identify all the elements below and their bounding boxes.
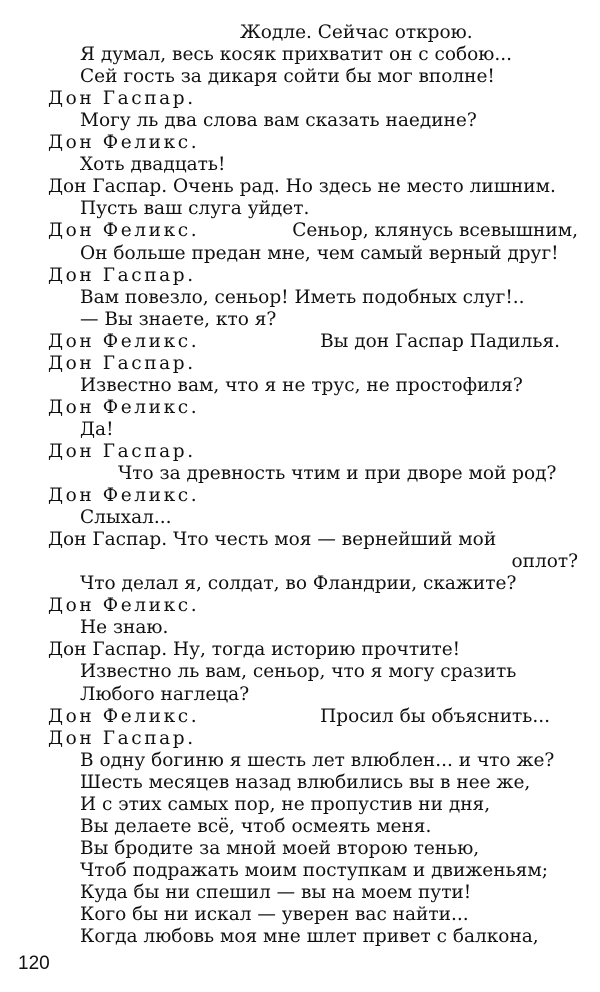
text-line-31: Дон Гаспар. Ну, тогда историю прочтите! [48, 639, 461, 661]
text-line-23: Что за древность чтим и при дворе мой род? [118, 463, 557, 484]
text-line-41: Вы бродите за мной моей второю тенью, [80, 837, 480, 859]
text-line-38: Шесть месяцев назад влюбились вы в нее же, [80, 771, 531, 793]
text-line-11: Сеньор, клянусь всевышним, [292, 220, 578, 242]
text-line-2: Я думал, весь косяк прихватит он с собою... [80, 44, 513, 66]
text-line-39: И с этих самых пор, не пропустив ни дня, [80, 793, 491, 815]
text-line-15: — Вы знаете, кто я? [80, 308, 277, 330]
text-line-12: Он больше предан мне, чем самый верный друг! [80, 242, 559, 264]
speaker-line: Дон Гаспар. [48, 88, 196, 110]
text-line-32: Известно ль вам, сеньор, что я могу сразить [80, 661, 517, 683]
text-line-17: Вы дон Гаспар Падилья. [320, 330, 560, 352]
text-line-21: Да! [80, 418, 114, 440]
text-line-19: Известно вам, что я не трус, не простофиля? [80, 374, 523, 396]
text-line-30: Не знаю. [80, 617, 169, 639]
text-line-44: Кого бы ни искал — уверен вас найти... [80, 904, 469, 925]
text-line-45: Когда любовь моя мне шлет привет с балкона, [80, 926, 539, 948]
text-line-42: Чтоб подражать моим поступкам и движеньям; [80, 859, 548, 881]
text-line-27: оплот? [511, 551, 578, 573]
text-line-35: Просил бы объяснить... [320, 705, 550, 727]
speaker-line: Дон Феликс. [48, 330, 200, 352]
text-line-1: Жодле. Сейчас открою. [240, 22, 473, 43]
speaker-line: Дон Гаспар. [48, 727, 196, 749]
speaker-line: Дон Феликс. [48, 396, 200, 418]
speaker-line: Дон Гаспар. [48, 352, 196, 374]
speaker-line: Дон Феликс. [48, 485, 200, 507]
speaker-line: Дон Феликс. [48, 220, 200, 242]
speaker-line: Дон Гаспар. [48, 264, 196, 286]
text-line-5: Могу ль два слова вам сказать наедине? [80, 110, 477, 132]
text-line-43: Куда бы ни спешил — вы на моем пути! [80, 881, 472, 903]
text-line-28: Что делал я, солдат, во Фландрии, скажите? [80, 573, 517, 595]
speaker-line: Дон Феликс. [48, 705, 200, 727]
text-line-26: Дон Гаспар. Что честь моя — вернейший мой [48, 529, 497, 551]
text-line-9: Пусть ваш слуга уйдет. [80, 198, 310, 220]
text-line-40: Вы делаете всё, чтоб осмеять меня. [80, 815, 432, 837]
text-line-33: Любого наглеца? [80, 683, 250, 705]
text-line-8: Дон Гаспар. Очень рад. Но здесь не место лишним. [48, 176, 556, 198]
text-line-3: Сей гость за дикаря сойти бы мог вполне! [80, 66, 495, 88]
speaker-line: Дон Феликс. [48, 132, 200, 154]
text-line-14: Вам повезло, сеньор! Иметь подобных слуг!.. [80, 286, 525, 308]
speaker-line: Дон Гаспар. [48, 440, 196, 462]
speaker-line: Дон Феликс. [48, 595, 200, 617]
page-number: 120 [18, 953, 50, 974]
text-line-25: Слыхал... [80, 507, 172, 529]
text-line-7: Хоть двадцать! [80, 154, 226, 176]
text-line-37: В одну богиню я шесть лет влюблен... и что же? [80, 749, 555, 771]
